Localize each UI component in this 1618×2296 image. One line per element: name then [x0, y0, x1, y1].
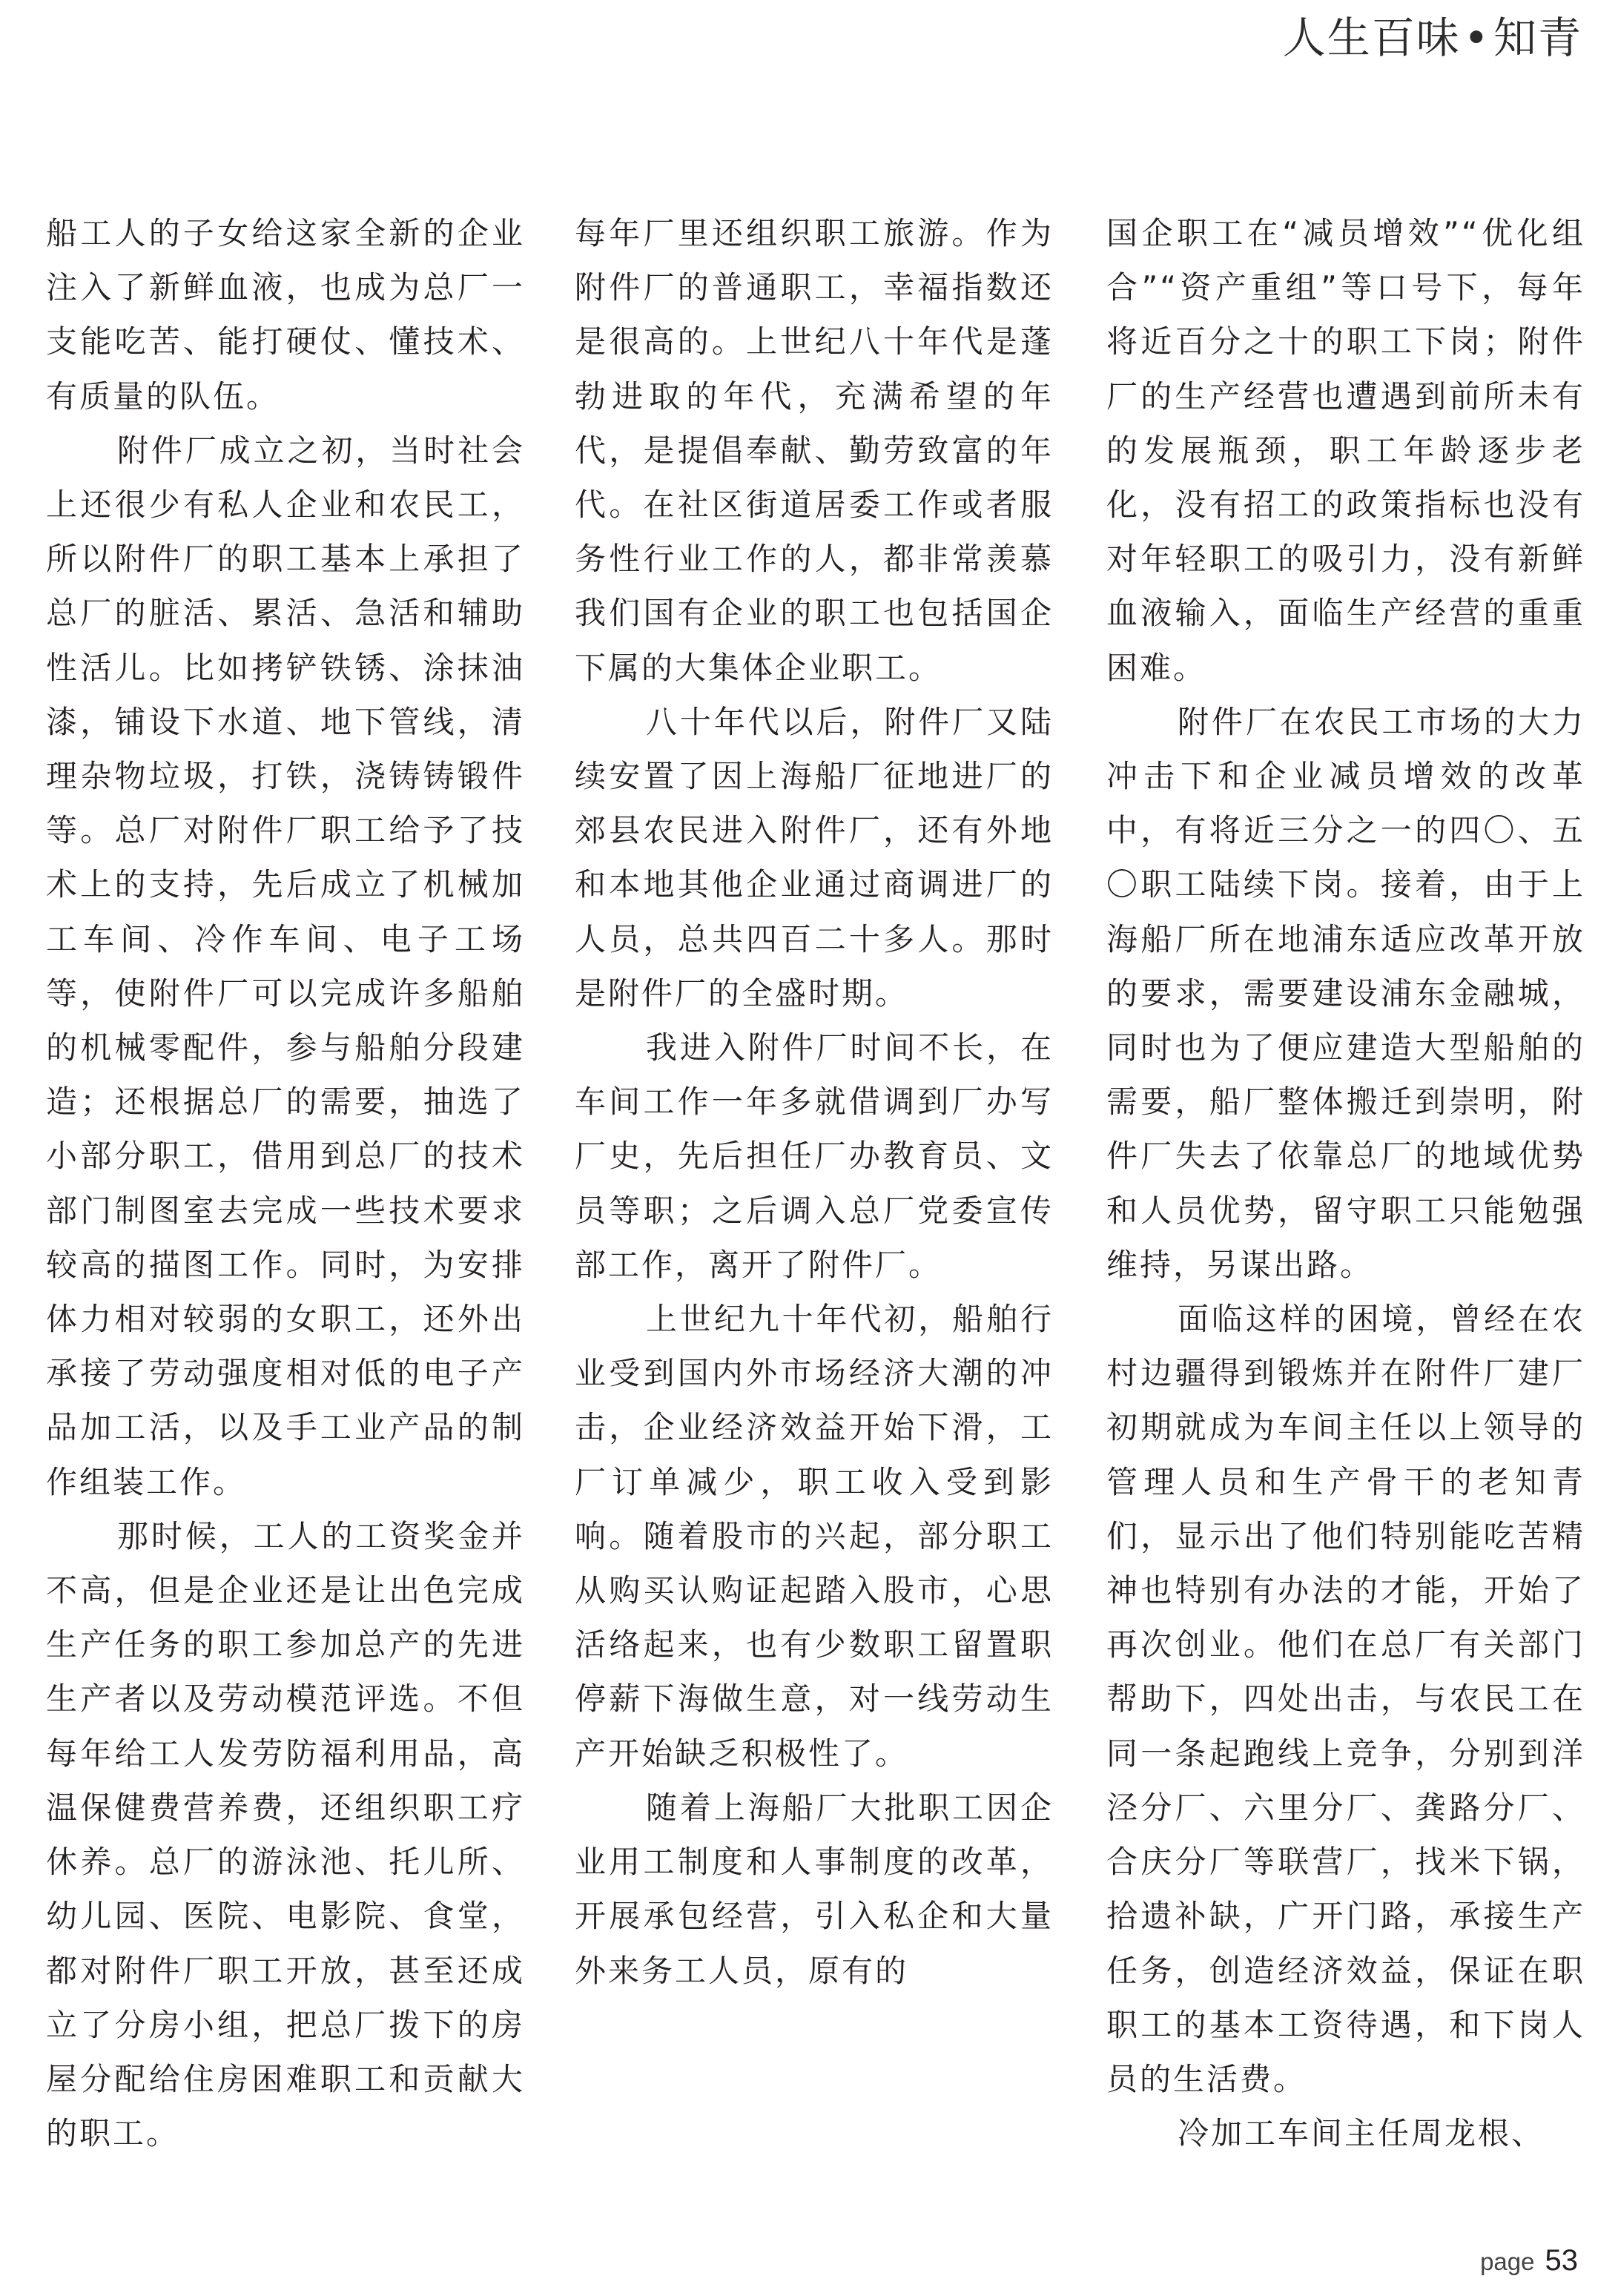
- paragraph: 我进入附件厂时间不长，在车间工作一年多就借调到厂办写厂史，先后担任厂办教育员、文员等职；之后调入总厂党委宣传部工作，离开了附件厂。: [575, 1029, 1054, 1283]
- section-topic: 知青: [1493, 13, 1582, 63]
- paragraph: 八十年代以后，附件厂又陆续安置了因上海船厂征地进厂的郊县农民进入附件厂，还有外地和本地其他企业通过商调进厂的人员，总共四百二十多人。那时是附件厂的全盛时期。: [575, 703, 1054, 1012]
- section-title: 人生百味: [1282, 13, 1461, 63]
- section-header: [1283, 9, 1582, 67]
- page-number: 53: [1545, 2244, 1578, 2277]
- paragraph: 那时候，工人的工资奖金并不高，但是企业还是让出色完成生产任务的职工参加总产的先进生产者以及劳动模范评选。不但每年给工人发劳防福利用品，高温保健费营养费，还组织职工疗休养。总厂的游泳池、托儿所、幼儿园、医院、电影院、食堂，都对附件厂职工开放，甚至还成立了分房小组，把总厂拨下的房屋分配给住房困难职工和贡献大的职工。: [46, 1517, 525, 2152]
- paragraph: 面临这样的困境，曾经在农村边疆得到锻炼并在附件厂建厂初期就成为车间主任以上领导的管理人员和生产骨干的老知青们，显示出了他们特别能吃苦精神也特别有办法的才能，开始了再次创业。他们在总厂有关部门帮助下，四处出击，与农民工在同一条起跑线上竞争，分别到洋泾分厂、六里分厂、龚路分厂、合庆分厂等联营厂，找米下锅，拾遗补缺，广开门路，承接生产任务，创造经济效益，保证在职职工的基本工资待遇，和下岗人员的生活费。: [1106, 1301, 1585, 2097]
- page-footer: [1480, 2244, 1578, 2277]
- paragraph: 附件厂在农民工市场的大力冲击下和企业减员增效的改革中，有将近三分之一的四〇、五〇职工陆续下岗。接着，由于上海船厂所在地浦东适应改革开放的要求，需要建设浦东金融城，同时也为了便应建造大型船舶的需要，船厂整体搬迁到崇明，附件厂失去了依靠总厂的地域优势和人员优势，留守职工只能勉强维持，另谋出路。: [1106, 703, 1585, 1283]
- paragraph: 上世纪九十年代初，船舶行业受到国内外市场经济大潮的冲击，企业经济效益开始下滑，工厂订单减少，职工收入受到影响。随着股市的兴起，部分职工从购买认购证起踏入股市，心思活络起来，也有少数职工留置职停薪下海做生意，对一线劳动生产开始缺乏积极性了。: [575, 1301, 1054, 1772]
- text-column-1: [46, 206, 525, 2160]
- paragraph: 船工人的子女给这家全新的企业注入了新鲜血液，也成为总厂一支能吃苦、能打硬仗、懂技术、有质量的队伍。: [46, 215, 525, 415]
- header-separator: •: [1463, 13, 1490, 63]
- paragraph: 国企职工在“减员增效”“优化组合”“资产重组”等口号下，每年将近百分之十的职工下岗；附件厂的生产经营也遭遇到前所未有的发展瓶颈，职工年龄逐步老化，没有招工的政策指标也没有对年轻职工的吸引力，没有新鲜血液输入，面临生产经营的重重困难。: [1106, 215, 1585, 686]
- text-column-3: [1106, 206, 1585, 2160]
- paragraph: 随着上海船厂大批职工因企业用工制度和人事制度的改革，开展承包经营，引入私企和大量外来务工人员，原有的: [575, 1789, 1054, 1989]
- paragraph: 附件厂成立之初，当时社会上还很少有私人企业和农民工，所以附件厂的职工基本上承担了总厂的脏活、累活、急活和辅助性活儿。比如拷铲铁锈、涂抹油漆，铺设下水道、地下管线，清理杂物垃圾，打铁，浇铸铸锻件等。总厂对附件厂职工给予了技术上的支持，先后成立了机械加工车间、冷作车间、电子工场等，使附件厂可以完成许多船舶的机械零配件，参与船舶分段建造；还根据总厂的需要，抽选了小部分职工，借用到总厂的技术部门制图室去完成一些技术要求较高的描图工作。同时，为安排体力相对较弱的女职工，还外出承接了劳动强度相对低的电子产品加工活，以及手工业产品的制作组装工作。: [46, 432, 525, 1500]
- page-label: page: [1480, 2248, 1535, 2275]
- paragraph: 冷加工车间主任周龙根、: [1178, 2115, 1545, 2152]
- text-column-2: [575, 206, 1054, 1998]
- paragraph: 每年厂里还组织职工旅游。作为附件厂的普通职工，幸福指数还是很高的。上世纪八十年代是蓬勃进取的年代，充满希望的年代，是提倡奉献、勤劳致富的年代。在社区街道居委工作或者服务性行业工作的人，都非常羡慕我们国有企业的职工也包括国企下属的大集体企业职工。: [575, 215, 1054, 686]
